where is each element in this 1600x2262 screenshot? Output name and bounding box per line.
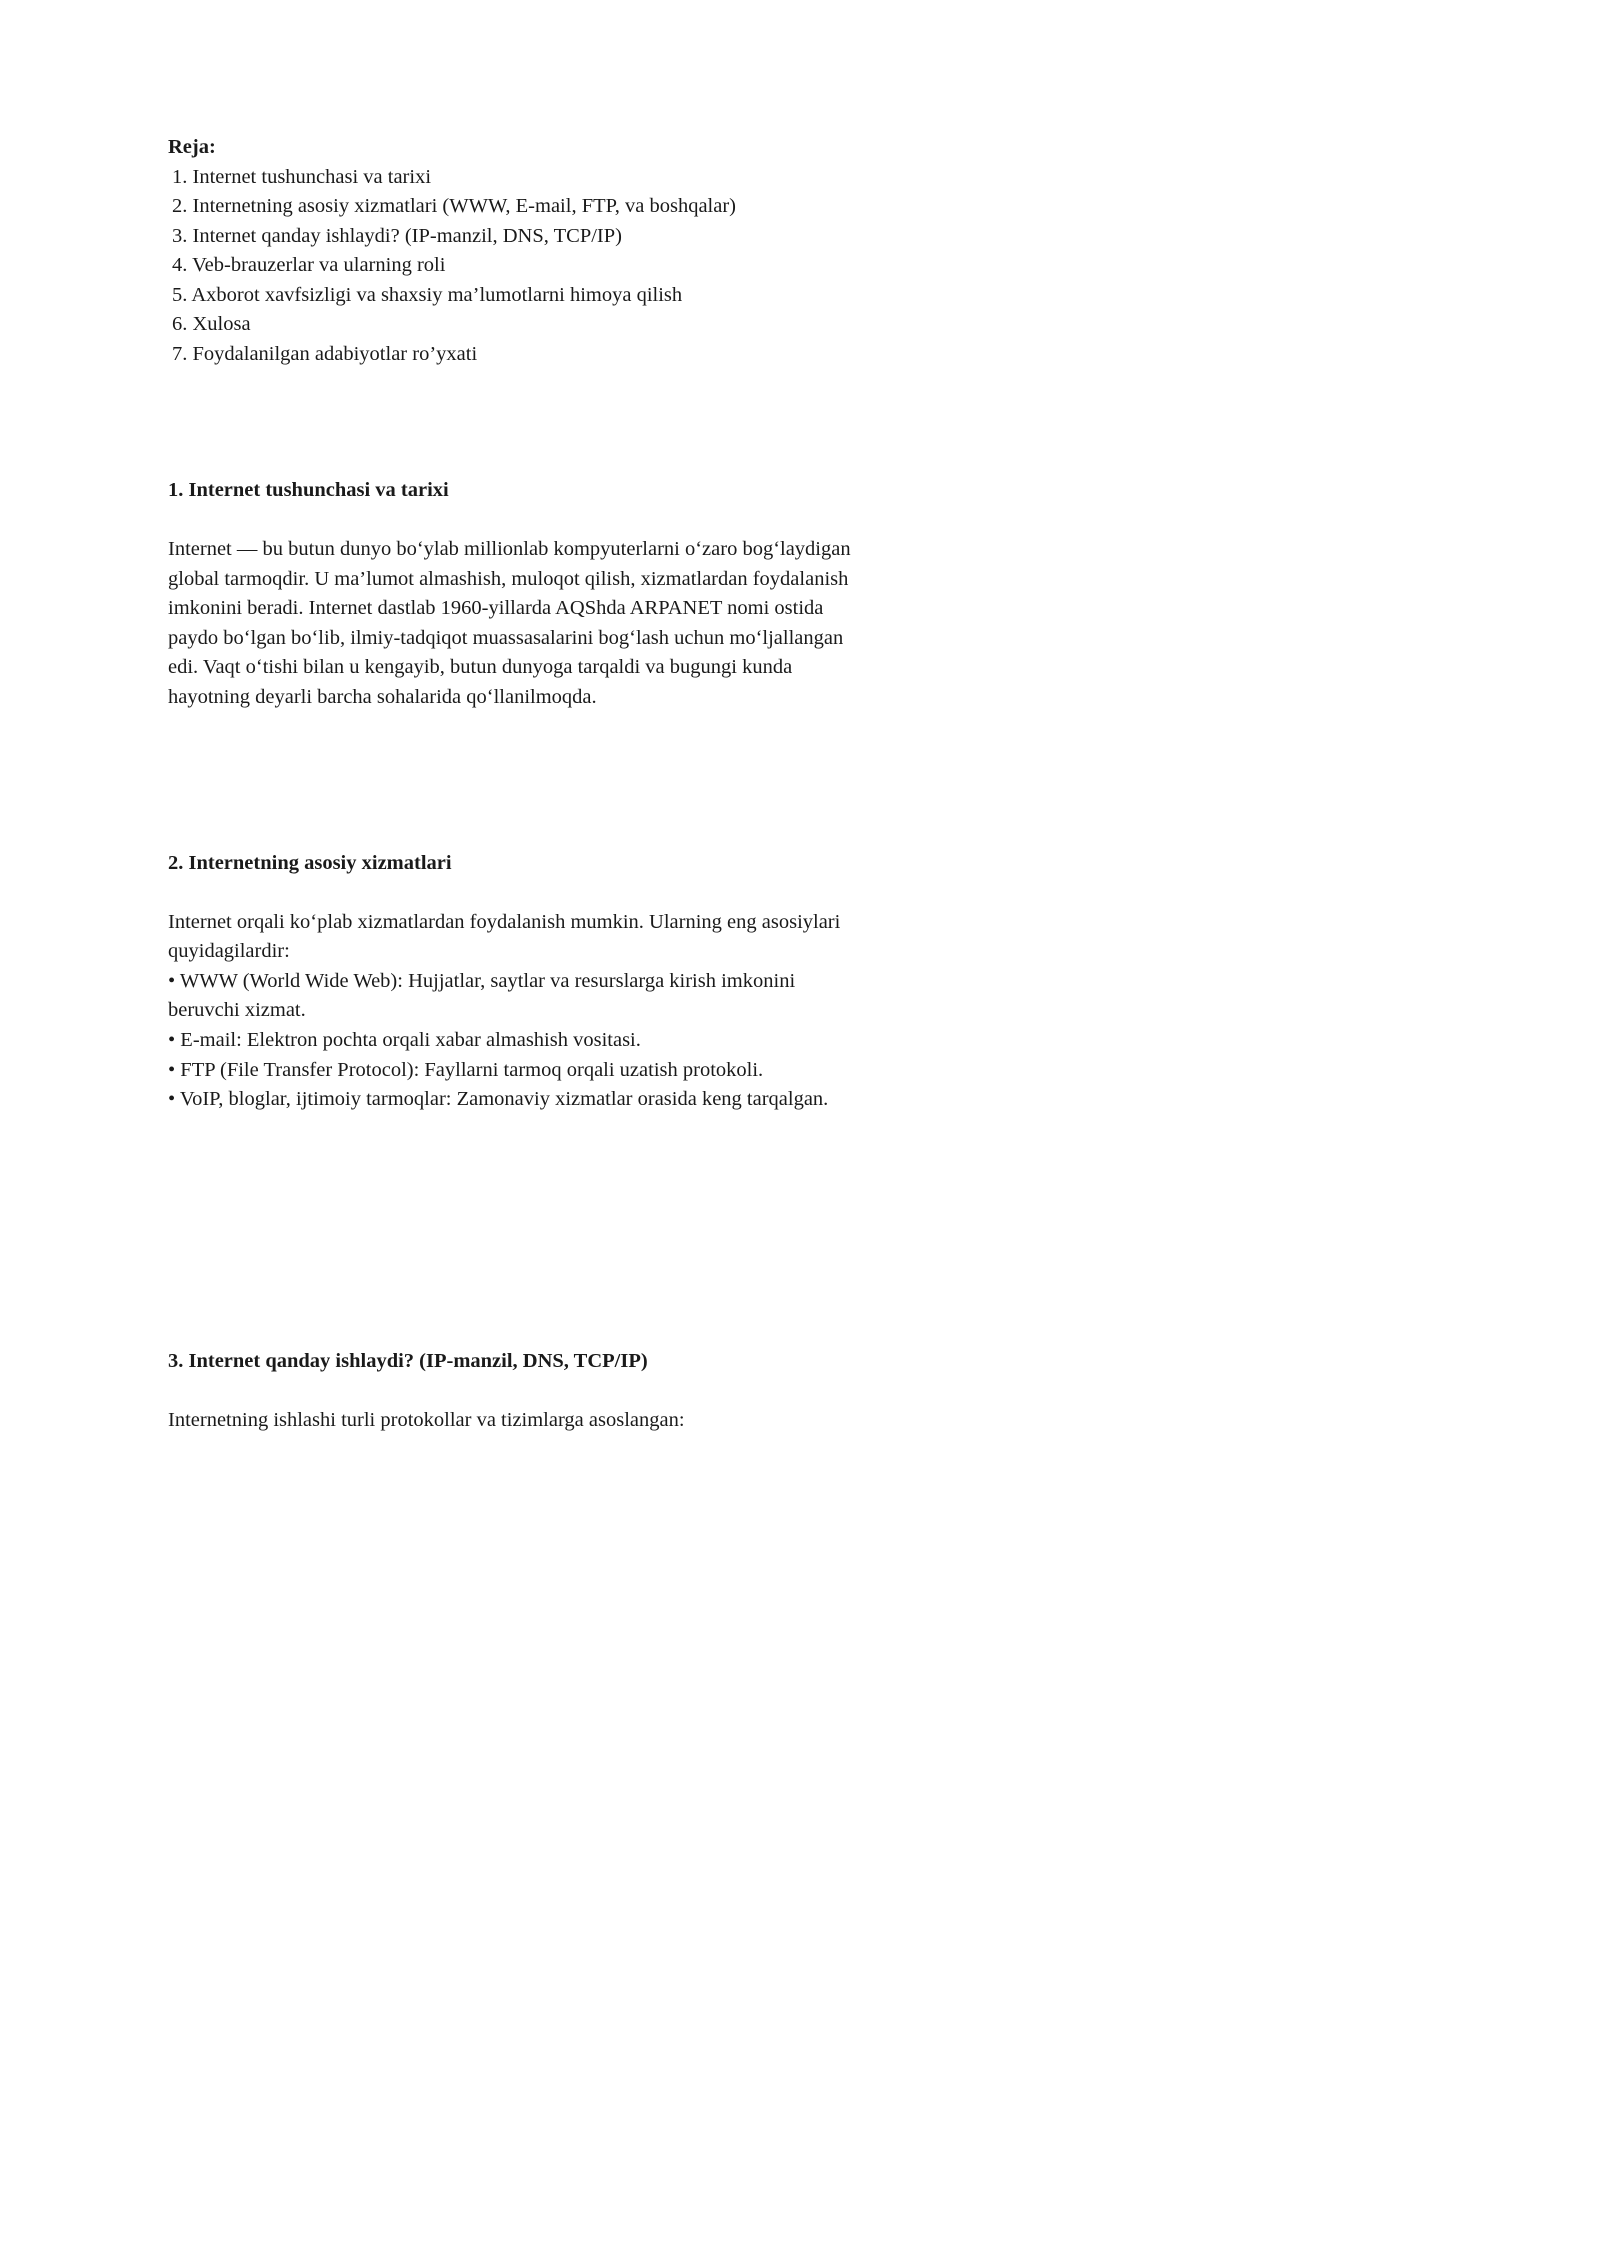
plan-item-4: 4. Veb-brauzerlar va ularning roli	[172, 254, 446, 276]
section1-line-5: edi. Vaqt o‘tishi bilan u kengayib, butun dunyoga tarqaldi va bugungi kunda	[168, 656, 793, 678]
section2-bullet-www: • WWW (World Wide Web): Hujjatlar, saytlar va resurslarga kirish imkonini	[168, 970, 796, 992]
section2-bullet-ftp: • FTP (File Transfer Protocol): Fayllarni tarmoq orqali uzatish protokoli.	[168, 1059, 764, 1081]
plan-item-7: 7. Foydalanilgan adabiyotlar ro’yxati	[172, 343, 478, 365]
section1-line-2: global tarmoqdir. U ma’lumot almashish, muloqot qilish, xizmatlardan foydalanish	[168, 568, 849, 590]
plan-item-3: 3. Internet qanday ishlaydi? (IP-manzil, DNS, TCP/IP)	[172, 225, 622, 247]
section1-line-4: paydo bo‘lgan bo‘lib, ilmiy-tadqiqot muassasalarini bog‘lash uchun mo‘ljallangan	[168, 627, 844, 649]
plan-item-6: 6. Xulosa	[172, 313, 251, 335]
section2-bullet-email: • E-mail: Elektron pochta orqali xabar almashish vositasi.	[168, 1029, 641, 1051]
section2-heading: 2. Internetning asosiy xizmatlari	[168, 852, 452, 874]
section1-heading: 1. Internet tushunchasi va tarixi	[168, 479, 449, 501]
plan-title: Reja:	[168, 136, 216, 158]
section2-bullet-voip: • VoIP, bloglar, ijtimoiy tarmoqlar: Zamonaviy xizmatlar orasida keng tarqalgan.	[168, 1088, 829, 1110]
section2-line-4: beruvchi xizmat.	[168, 999, 306, 1021]
plan-item-1: 1. Internet tushunchasi va tarixi	[172, 166, 432, 188]
plan-item-5: 5. Axborot xavfsizligi va shaxsiy ma’lumotlarni himoya qilish	[172, 284, 683, 306]
section1-line-1: Internet — bu butun dunyo bo‘ylab millionlab kompyuterlarni o‘zaro bog‘laydigan	[168, 538, 851, 560]
section2-line-1: Internet orqali ko‘plab xizmatlardan foydalanish mumkin. Ularning eng asosiylari	[168, 911, 841, 933]
section1-line-3: imkonini beradi. Internet dastlab 1960-yillarda AQShda ARPANET nomi ostida	[168, 597, 824, 619]
section2-line-2: quyidagilardir:	[168, 940, 290, 962]
section1-line-6: hayotning deyarli barcha sohalarida qo‘llanilmoqda.	[168, 686, 597, 708]
section3-heading: 3. Internet qanday ishlaydi? (IP-manzil, DNS, TCP/IP)	[168, 1350, 648, 1372]
section3-line-1: Internetning ishlashi turli protokollar va tizimlarga asoslangan:	[168, 1409, 685, 1431]
document-page	[0, 0, 1100, 1556]
plan-item-2: 2. Internetning asosiy xizmatlari (WWW, E-mail, FTP, va boshqalar)	[172, 195, 736, 217]
